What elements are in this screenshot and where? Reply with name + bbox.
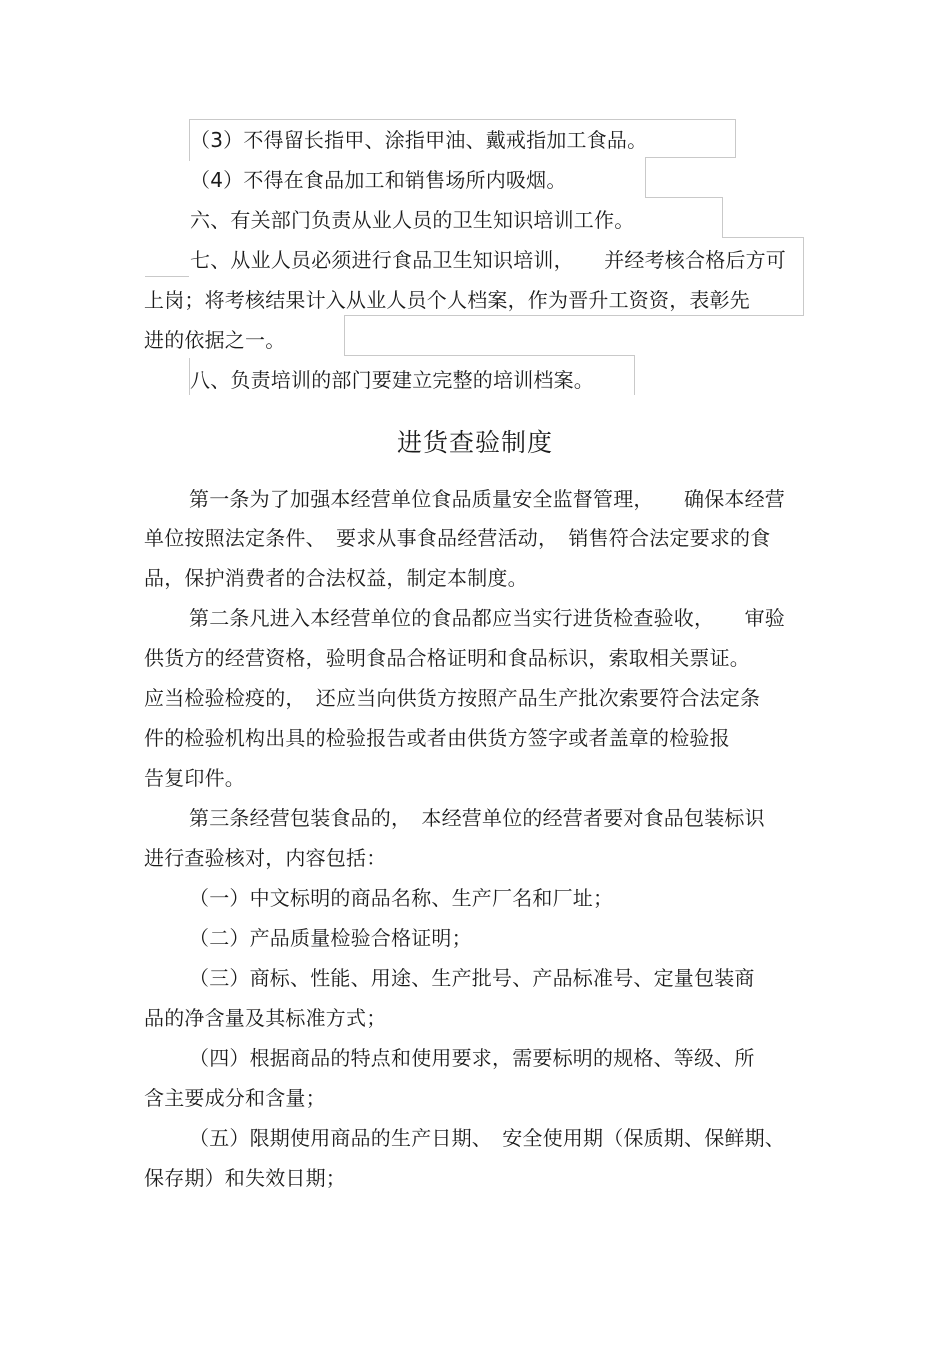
scan-border — [722, 237, 804, 238]
article-3-line-1: 第三条经营包装食品的， 本经营单位的经营者要对食品包装标识 — [189, 806, 765, 830]
clause-seven-line-1: 七、从业人员必须进行食品卫生知识培训， 并经考核合格后方可 — [190, 248, 786, 272]
scan-border — [803, 237, 804, 315]
scan-border — [645, 157, 646, 197]
scan-border — [645, 157, 736, 158]
rule-item-4: （4）不得在食品加工和销售场所内吸烟。 — [190, 168, 567, 192]
article-1-line-3: 品，保护消费者的合法权益，制定本制度。 — [144, 566, 528, 590]
article-1-line-1: 第一条为了加强本经营单位食品质量安全监督管理， 确保本经营 — [189, 487, 785, 511]
list-item-1: （一）中文标明的商品名称、生产厂名和厂址； — [189, 886, 614, 910]
scan-border — [145, 276, 189, 277]
clause-six: 六、有关部门负责从业人员的卫生知识培训工作。 — [190, 208, 635, 232]
list-item-5-line-1: （五）限期使用商品的生产日期、 安全使用期（保质期、保鲜期、 — [189, 1126, 785, 1150]
list-item-5-line-2: 保存期）和失效日期； — [144, 1166, 346, 1190]
scan-border — [735, 119, 736, 157]
list-item-3-line-2: 品的净含量及其标准方式； — [144, 1006, 387, 1030]
clause-seven-line-2: 上岗；将考核结果计入从业人员个人档案，作为晋升工资资，表彰先 — [144, 288, 750, 312]
scan-border — [344, 315, 804, 316]
scan-border — [344, 315, 345, 355]
list-item-2: （二）产品质量检验合格证明； — [189, 926, 472, 950]
clause-eight: 八、负责培训的部门要建立完整的培训档案。 — [190, 368, 594, 392]
article-2-line-5: 告复印件。 — [144, 766, 245, 790]
article-3-line-2: 进行查验核对，内容包括： — [144, 846, 387, 870]
list-item-3-line-1: （三）商标、性能、用途、生产批号、产品标准号、定量包装商 — [189, 966, 755, 990]
article-2-line-1: 第二条凡进入本经营单位的食品都应当实行进货检查验收， 审验 — [189, 606, 785, 630]
article-1-line-2: 单位按照法定条件、 要求从事食品经营活动， 销售符合法定要求的食 — [144, 526, 771, 550]
list-item-4-line-1: （四）根据商品的特点和使用要求，需要标明的规格、等级、所 — [189, 1046, 755, 1070]
rule-item-3: （3）不得留长指甲、涂指甲油、戴戒指加工食品。 — [190, 128, 648, 152]
scan-border — [634, 355, 635, 395]
clause-seven-line-3: 进的依据之一。 — [144, 328, 286, 352]
scan-border — [189, 119, 735, 120]
scan-border — [722, 197, 723, 237]
article-2-line-3: 应当检验检疫的， 还应当向供货方按照产品生产批次索要符合法定条 — [144, 686, 761, 710]
scan-border — [344, 355, 634, 356]
page-title: 进货查验制度 — [396, 428, 553, 457]
article-2-line-2: 供货方的经营资格，验明食品合格证明和食品标识，索取相关票证。 — [144, 646, 750, 670]
scan-border — [645, 197, 723, 198]
list-item-4-line-2: 含主要成分和含量； — [144, 1086, 326, 1110]
article-2-line-4: 件的检验机构出具的检验报告或者由供货方签字或者盖章的检验报 — [144, 726, 730, 750]
